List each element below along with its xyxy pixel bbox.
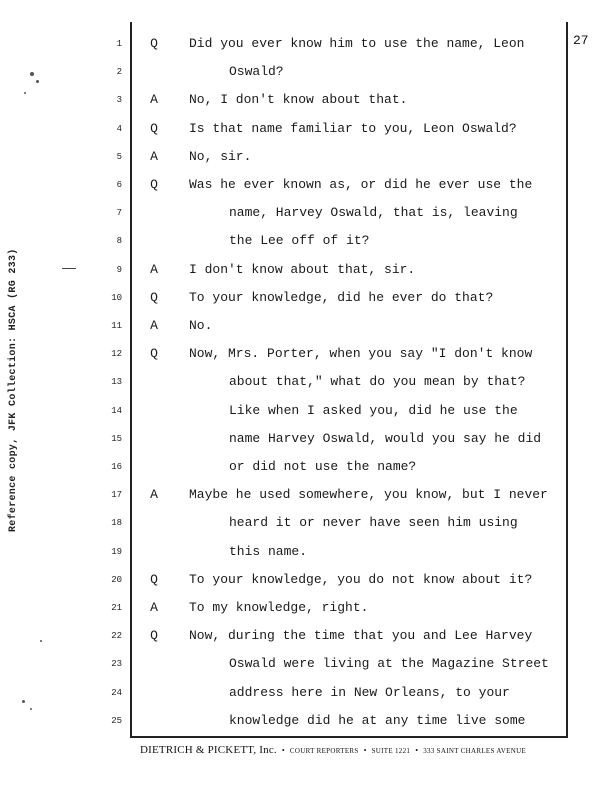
testimony-text: Oswald were living at the Magazine Street [229,656,549,672]
testimony-text: or did not use the name? [229,459,417,474]
line-number: 16 [111,462,122,472]
reporter-address: 333 SAINT CHARLES AVENUE [423,747,527,755]
testimony-text: name, Harvey Oswald, that is, leaving [229,205,518,221]
transcript-line [0,708,600,734]
reporter-services: COURT REPORTERS [289,747,359,755]
testimony-text: I don't know about that, sir. [189,261,416,277]
line-number: 8 [116,236,122,247]
line-number: 1 [116,39,122,49]
testimony-text: To my knowledge, right. [189,600,369,615]
transcript-line [0,369,600,395]
testimony-text: Was he ever known as, or did he ever use the [189,177,533,192]
testimony-text: Is that name familiar to you, Leon Oswald? [189,120,517,136]
transcript-line [0,59,600,85]
reporter-suite: SUITE 1221 [371,747,411,755]
page-number: 27 [573,33,589,48]
testimony-text: this name. [229,543,308,559]
line-number: 6 [116,180,122,190]
line-number: 3 [116,95,122,106]
line-number: 12 [111,349,122,360]
transcript-line [0,510,600,536]
line-number: 9 [116,264,122,275]
line-number: 25 [111,715,122,726]
transcript-line [0,313,600,339]
testimony-text: Like when I asked you, did he use the [229,402,518,418]
line-number: 4 [116,123,122,134]
testimony-text: No, sir. [189,148,252,164]
transcript-line [0,200,600,226]
line-number: 10 [111,292,122,303]
line-number: 23 [111,659,122,670]
testimony-text: No. [189,318,213,333]
line-number: 13 [111,377,122,388]
speaker-marker: Q [150,628,158,644]
page-border-bottom [130,736,568,738]
speaker-marker: A [150,261,158,277]
line-number: 11 [111,321,122,331]
line-number: 14 [111,405,122,416]
transcript-line [0,228,600,254]
transcript-line [0,454,600,480]
testimony-text: No, I don't know about that. [189,92,408,108]
transcript-line [0,285,600,311]
testimony-text: knowledge did he at any time live some [229,712,526,728]
speaker-marker: A [150,600,158,615]
reporter-firm: DIETRICH & PICKETT, Inc. [140,744,277,756]
speaker-marker: A [150,148,158,164]
transcript-line [0,426,600,452]
testimony-text: Did you ever know him to use the name, Leon [189,36,525,51]
line-number: 19 [111,546,122,557]
reporter-footer [140,744,570,756]
transcript-line [0,341,600,367]
transcript-line [0,144,600,170]
testimony-text: the Lee off of it? [229,233,370,249]
line-number: 22 [111,631,122,642]
testimony-text: Now, during the time that you and Lee Harvey [189,628,533,644]
transcript-line [0,595,600,621]
speaker-marker: Q [150,289,158,305]
speaker-marker: A [150,318,158,333]
testimony-text: heard it or never have seen him using [229,515,518,531]
transcript-line [0,539,600,565]
transcript-line [0,398,600,424]
line-number: 18 [111,518,122,529]
transcript-line [0,31,600,57]
line-number: 7 [116,208,122,219]
line-number: 24 [111,687,122,698]
testimony-text: Maybe he used somewhere, you know, but I never [189,487,548,503]
transcript-line [0,116,600,142]
testimony-text: To your knowledge, did he ever do that? [189,289,494,305]
separator: • [363,746,367,755]
line-number: 21 [111,603,122,613]
testimony-text: Oswald? [229,64,284,80]
separator: • [281,746,285,755]
transcript-line [0,623,600,649]
transcript-line [0,87,600,113]
line-number: 15 [111,433,122,444]
transcript-line [0,680,600,706]
line-number: 2 [116,67,122,78]
speaker-marker: A [150,487,158,503]
transcript-line [0,172,600,198]
testimony-text: Now, Mrs. Porter, when you say "I don't know [189,346,533,362]
transcript-line [0,567,600,593]
reference-copy-label: Reference copy, JFK Collection: HSCA (RG 233) [8,248,19,532]
transcript-line [0,651,600,677]
line-number: 5 [116,151,122,162]
line-number: 20 [111,574,122,585]
testimony-text: address here in New Orleans, to your [229,684,510,700]
testimony-text: about that," what do you mean by that? [229,374,526,390]
speaker-marker: Q [150,36,158,51]
speaker-marker: Q [150,120,158,136]
testimony-text: To your knowledge, you do not know about it? [189,571,533,587]
speaker-marker: Q [150,177,158,192]
speaker-marker: Q [150,571,158,587]
testimony-text: name Harvey Oswald, would you say he did [229,430,542,446]
transcript-line [0,482,600,508]
speaker-marker: A [150,92,158,108]
separator: • [415,746,419,755]
line-number: 17 [111,490,122,501]
speaker-marker: Q [150,346,158,362]
transcript-line [0,257,600,283]
